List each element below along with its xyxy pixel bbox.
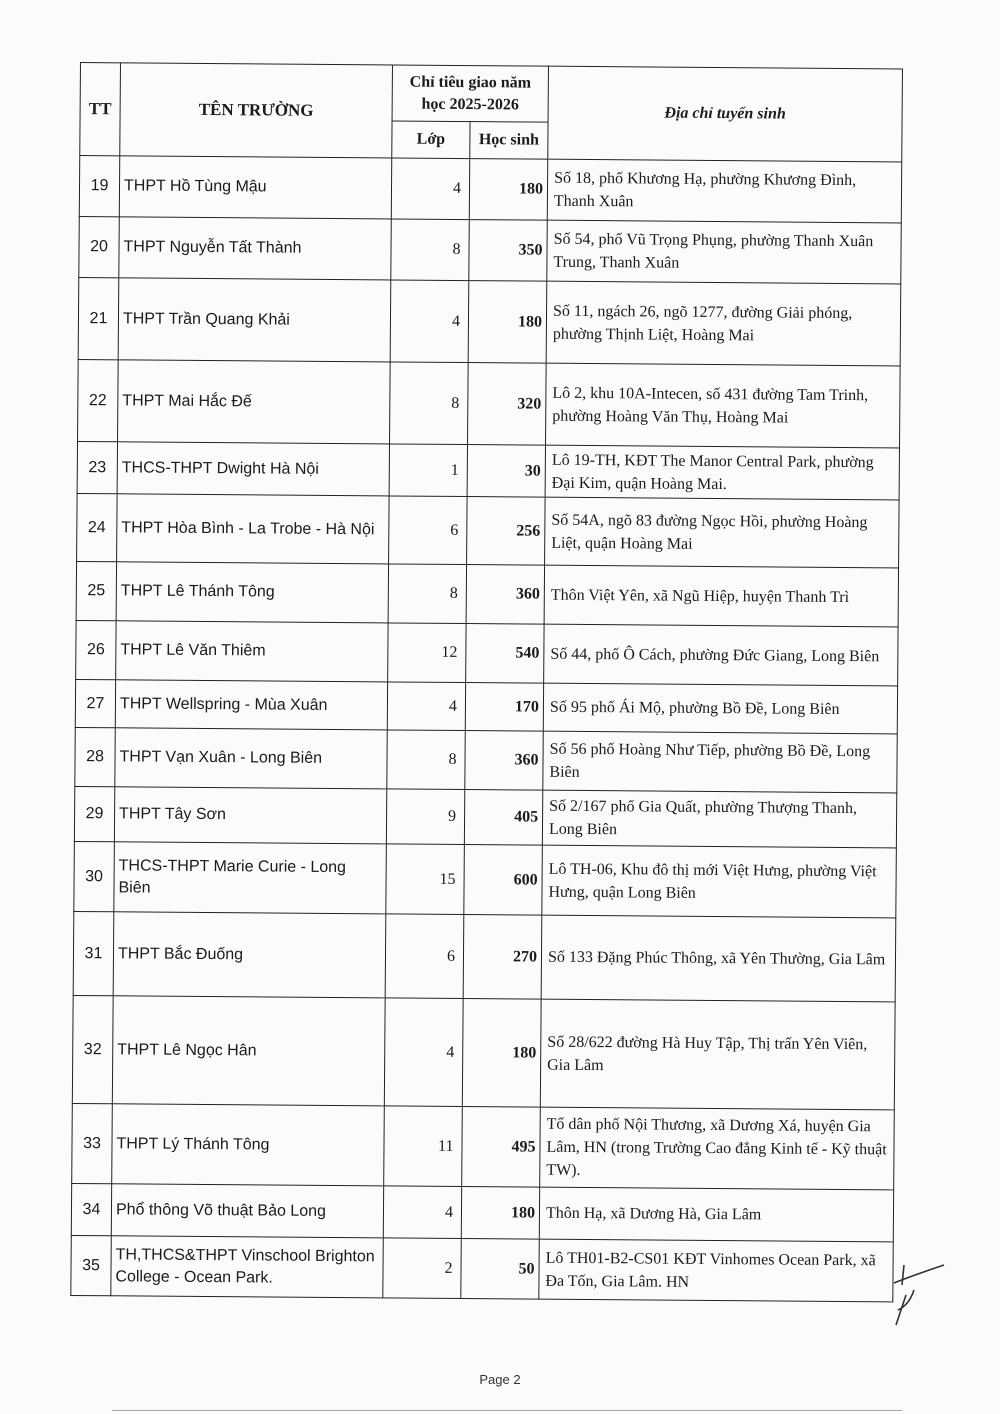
row-students: 540 [466, 624, 544, 684]
row-school-name: THPT Mai Hắc Đế [118, 360, 391, 444]
row-classes: 15 [386, 844, 465, 915]
row-school-name: THPT Tây Sơn [114, 787, 386, 844]
table-row [75, 679, 897, 733]
row-classes: 4 [384, 998, 463, 1107]
row-address: Lô TH01-B2-CS01 KĐT Vinhomes Ocean Park, xã Đa Tốn, Gia Lâm. HN [539, 1239, 893, 1302]
row-classes: 6 [389, 496, 468, 565]
table-row [76, 561, 898, 626]
row-school-name: THPT Wellspring - Mùa Xuân [115, 680, 387, 730]
table-row [77, 493, 900, 567]
row-students: 180 [468, 281, 547, 364]
row-address: Số 11, ngách 26, ngõ 1277, đường Giải phóng, phường Thịnh Liệt, Hoàng Mai [546, 281, 901, 366]
header-classes: Lớp [392, 121, 470, 159]
row-classes: 8 [390, 362, 469, 445]
row-classes: 4 [391, 158, 469, 220]
row-students: 30 [467, 445, 545, 498]
header-quota: Chỉ tiêu giao năm học 2025-2026 [392, 65, 548, 122]
row-tt: 25 [76, 561, 116, 620]
row-address: Số 2/167 phố Gia Quất, phường Thượng Thanh, Long Biên [542, 790, 896, 848]
table-header [80, 63, 903, 162]
row-school-name: THPT Lê Thánh Tông [116, 562, 388, 623]
row-tt: 24 [77, 493, 118, 561]
table-row [78, 359, 901, 447]
row-school-name: THCS-THPT Dwight Hà Nội [117, 442, 389, 496]
row-classes: 8 [388, 564, 466, 624]
table-row [72, 1103, 895, 1189]
school-quota-table [70, 62, 903, 1302]
row-address: Số 44, phố Ô Cách, phường Đức Giang, Long Biên [544, 624, 898, 686]
row-tt: 21 [78, 277, 119, 359]
row-tt: 28 [75, 727, 115, 786]
table-row [79, 156, 901, 223]
row-classes: 8 [391, 219, 469, 281]
row-school-name: THPT Lê Văn Thiêm [116, 621, 388, 682]
row-address: Thôn Hạ, xã Dương Hà, Gia Lâm [539, 1187, 893, 1242]
row-address: Số 54, phố Vũ Trọng Phụng, phường Thanh Xuân Trung, Thanh Xuân [547, 220, 901, 284]
row-tt: 31 [73, 911, 114, 995]
row-classes: 9 [386, 789, 464, 845]
row-students: 270 [463, 915, 542, 1000]
row-school-name: THPT Hòa Bình - La Trobe - Hà Nội [117, 494, 390, 564]
row-school-name: THPT Nguyễn Tất Thành [119, 217, 391, 280]
row-tt: 20 [79, 216, 119, 277]
row-school-name: Phổ thông Võ thuật Bảo Long [111, 1184, 383, 1238]
row-tt: 23 [77, 441, 117, 493]
page-footer: Page 2 [479, 1372, 521, 1387]
row-classes: 4 [387, 682, 465, 731]
row-students: 320 [468, 363, 547, 446]
row-classes: 8 [387, 730, 465, 790]
row-students: 360 [465, 731, 543, 791]
row-tt: 33 [72, 1103, 113, 1183]
row-address: Số 18, phố Khương Hạ, phường Khương Đình, Thanh Xuân [547, 159, 901, 223]
row-school-name: THPT Vạn Xuân - Long Biên [115, 728, 387, 789]
row-address: Số 133 Đặng Phúc Thông, xã Yên Thường, Gia Lâm [541, 915, 896, 1002]
row-students: 180 [462, 999, 541, 1108]
table-body [71, 156, 902, 1302]
row-address: Số 56 phố Hoàng Như Tiếp, phường Bồ Đề, Long Biên [543, 731, 897, 793]
row-tt: 26 [76, 620, 116, 679]
row-classes: 6 [385, 914, 464, 999]
row-school-name: THPT Lý Thánh Tông [112, 1104, 385, 1186]
row-address: Lô 2, khu 10A-Intecen, số 431 đường Tam Trinh, phường Hoàng Văn Thụ, Hoàng Mai [546, 363, 901, 448]
school-quota-table-sheet [70, 62, 902, 1302]
row-tt: 32 [72, 995, 113, 1103]
table-row [71, 1183, 893, 1241]
header-tt: TT [80, 63, 121, 156]
row-students: 256 [467, 497, 546, 566]
row-school-name: THPT Hồ Tùng Mậu [119, 156, 391, 219]
row-classes: 1 [389, 444, 467, 497]
row-tt: 22 [78, 359, 119, 441]
handwritten-signature-mark [884, 1255, 954, 1340]
row-tt: 29 [74, 786, 114, 841]
row-students: 600 [464, 845, 543, 916]
table-row [73, 911, 896, 1001]
table-row [77, 441, 899, 499]
row-classes: 2 [383, 1238, 461, 1299]
table-row [78, 277, 901, 365]
row-address: Lô TH-06, Khu đô thị mới Việt Hưng, phường Việt Hưng, quận Long Biên [542, 845, 897, 918]
row-address: Số 95 phố Ái Mộ, phường Bồ Đề, Long Biên [543, 683, 897, 734]
header-school-name: TÊN TRƯỜNG [120, 63, 393, 158]
row-tt: 19 [79, 156, 119, 217]
row-school-name: TH,THCS&THPT Vinschool Brighton College - Ocean Park. [111, 1236, 383, 1298]
row-classes: 4 [383, 1186, 461, 1239]
table-row [74, 841, 897, 917]
row-address: Số 54A, ngõ 83 đường Ngọc Hồi, phường Hoàng Liệt, quận Hoàng Mai [545, 497, 900, 568]
header-students: Học sinh [470, 122, 548, 160]
row-tt: 30 [74, 841, 115, 911]
footer-divider [112, 1410, 902, 1411]
table-row [72, 995, 895, 1109]
row-school-name: THPT Lê Ngọc Hân [112, 996, 385, 1106]
row-school-name: THPT Bắc Đuống [113, 912, 386, 998]
row-tt: 34 [71, 1183, 111, 1235]
row-tt: 27 [75, 679, 115, 727]
row-address: Tổ dân phố Nội Thương, xã Dương Xá, huyện Gia Lâm, HN (trong Trường Cao đẳng Kinh tế - Kỹ thuật TW). [540, 1107, 895, 1190]
row-address: Thôn Việt Yên, xã Ngũ Hiệp, huyện Thanh Trì [544, 565, 898, 627]
row-address: Số 28/622 đường Hà Huy Tập, Thị trấn Yên Viên, Gia Lâm [540, 999, 895, 1110]
row-classes: 4 [390, 280, 469, 363]
table-row [79, 216, 901, 283]
row-students: 360 [466, 565, 544, 625]
row-classes: 11 [384, 1106, 463, 1187]
row-students: 405 [464, 790, 542, 846]
row-students: 180 [461, 1187, 539, 1240]
table-row [74, 786, 896, 847]
table-row [71, 1235, 893, 1301]
row-students: 180 [469, 159, 547, 221]
row-school-name: THCS-THPT Marie Curie - Long Biên [114, 842, 387, 914]
table-row [76, 620, 898, 685]
row-address: Lô 19-TH, KĐT The Manor Central Park, phường Đại Kim, quận Hoàng Mai. [545, 445, 899, 500]
row-students: 350 [469, 220, 547, 282]
row-school-name: THPT Trần Quang Khải [118, 278, 391, 362]
row-tt: 35 [71, 1235, 111, 1295]
header-address: Địa chỉ tuyển sinh [548, 66, 903, 162]
row-students: 50 [461, 1239, 539, 1300]
table-row [75, 727, 897, 792]
row-students: 170 [465, 683, 543, 732]
row-students: 495 [462, 1107, 541, 1188]
row-classes: 12 [388, 623, 466, 683]
